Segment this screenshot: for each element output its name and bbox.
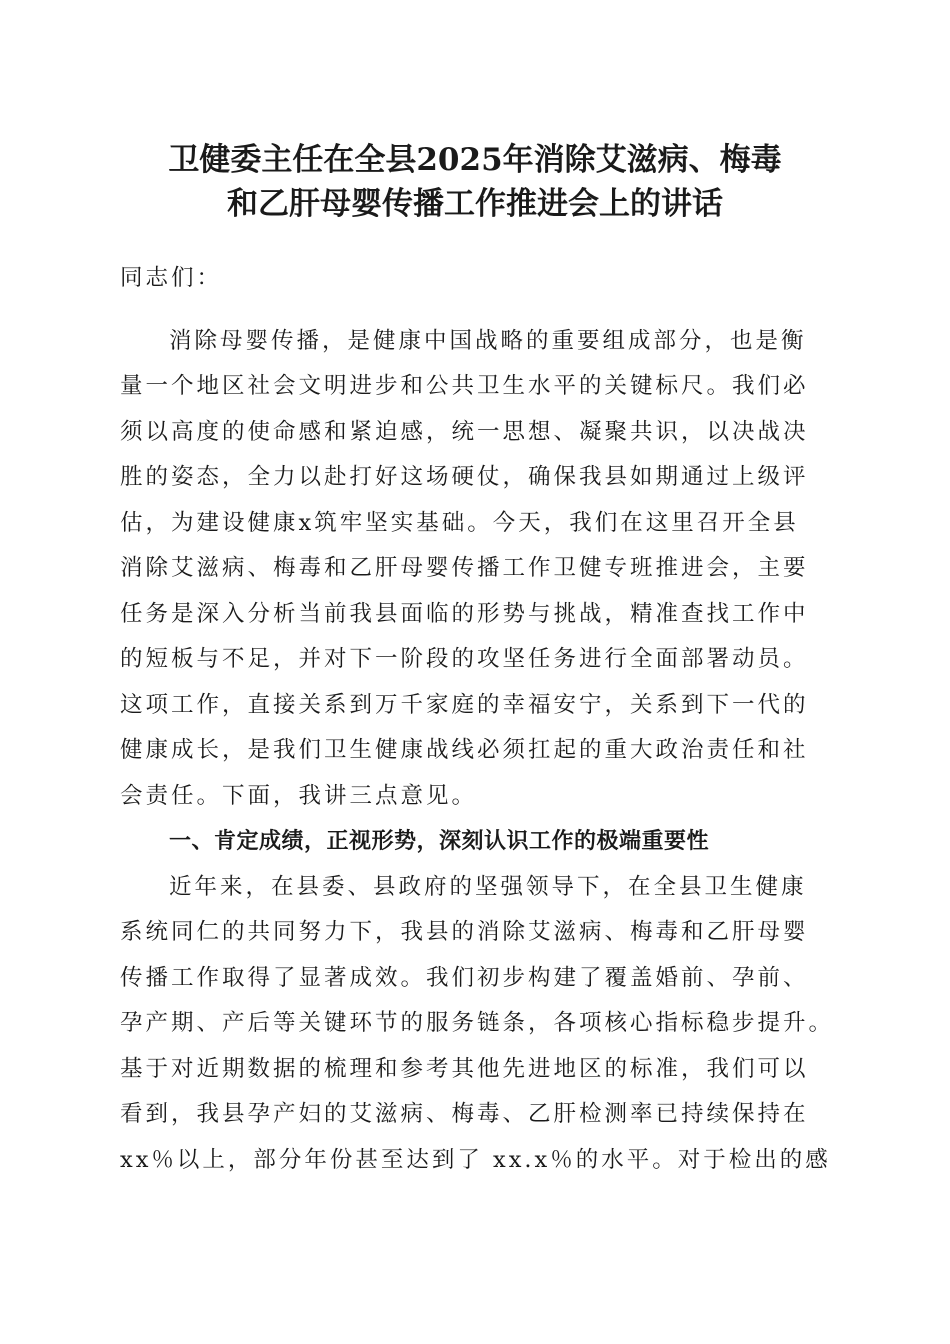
paragraph-line: 须以高度的使命感和紧迫感，统一思想、凝聚共识，以决战决 [120,419,809,445]
document-title-line-1: 卫健委主任在全县2025年消除艾滋病、梅毒 [168,142,782,178]
paragraph-line: 估，为建设健康x筑牢坚实基础。今天，我们在这里召开全县 [120,510,799,536]
paragraph-line: 看到，我县孕产妇的艾滋病、梅毒、乙肝检测率已持续保持在 [120,1101,809,1127]
paragraph-line: 消除母婴传播，是健康中国战略的重要组成部分，也是衡 [169,328,807,354]
paragraph-line: 健康成长，是我们卫生健康战线必须扛起的重大政治责任和社 [120,737,809,763]
paragraph-line: 消除艾滋病、梅毒和乙肝母婴传播工作卫健专班推进会，主要 [120,555,809,581]
section-heading: 一、肯定成绩，正视形势，深刻认识工作的极端重要性 [169,829,710,854]
paragraph-line: 近年来，在县委、县政府的坚强领导下，在全县卫生健康 [169,874,807,900]
paragraph-line: 系统同仁的共同努力下，我县的消除艾滋病、梅毒和乙肝母婴 [120,919,809,945]
paragraph-line: 基于对近期数据的梳理和参考其他先进地区的标准，我们可以 [120,1056,809,1082]
salutation: 同志们： [120,265,223,291]
paragraph-line: 孕产期、产后等关键环节的服务链条，各项核心指标稳步提升。 [120,1010,835,1036]
paragraph-line: 会责任。下面，我讲三点意见。 [120,783,478,809]
document-title-line-2: 和乙肝母婴传播工作推进会上的讲话 [227,186,723,222]
paragraph-line: 量一个地区社会文明进步和公共卫生水平的关键标尺。我们必 [120,373,809,399]
paragraph-line: 传播工作取得了显著成效。我们初步构建了覆盖婚前、孕前、 [120,965,809,991]
paragraph-line: 胜的姿态，全力以赴打好这场硬仗，确保我县如期通过上级评 [120,464,809,490]
paragraph-line: xx％以上，部分年份甚至达到了 xx.x％的水平。对于检出的感 [120,1147,831,1173]
paragraph-line: 的短板与不足，并对下一阶段的攻坚任务进行全面部署动员。 [120,646,809,672]
paragraph-line: 任务是深入分析当前我县面临的形势与挑战，精准查找工作中 [120,601,809,627]
paragraph-line: 这项工作，直接关系到万千家庭的幸福安宁，关系到下一代的 [120,692,809,718]
